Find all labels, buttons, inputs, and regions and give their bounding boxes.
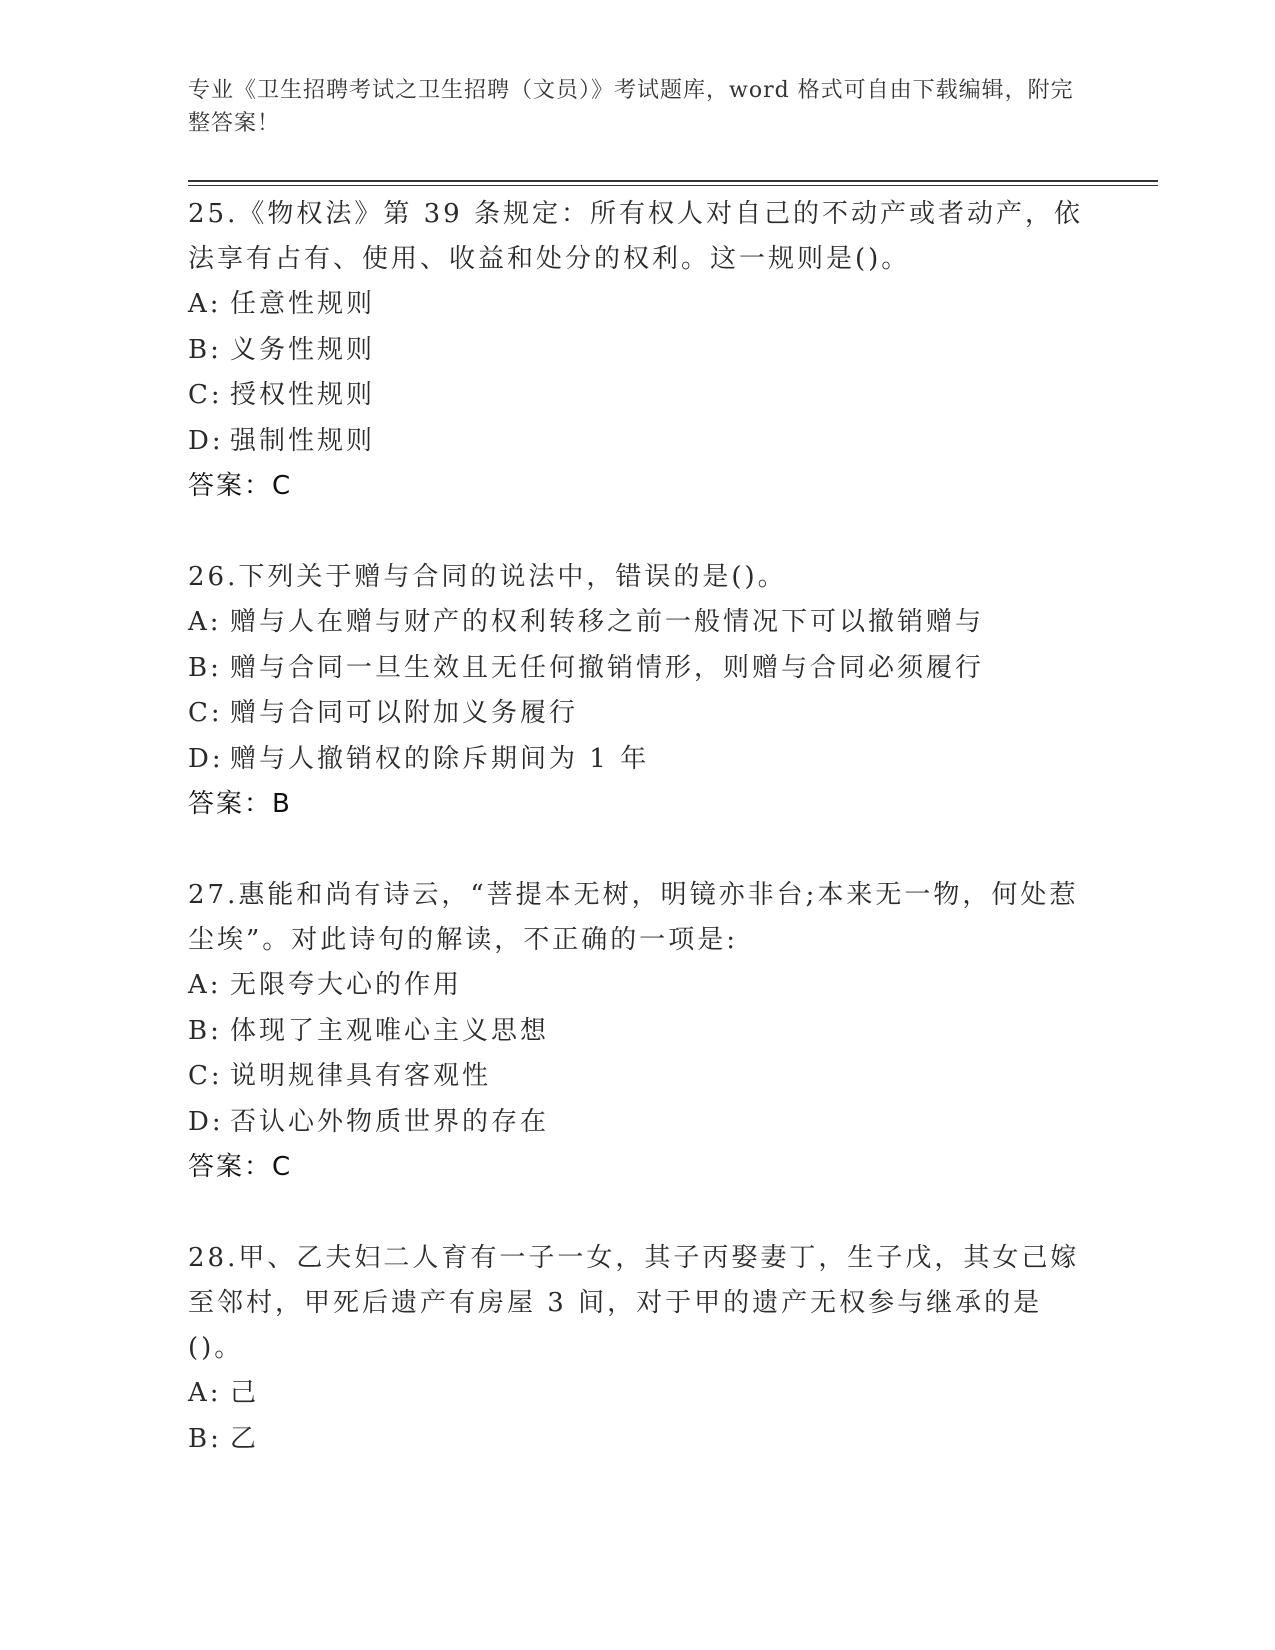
option-text: 赠与合同可以附加义务履行 <box>230 698 579 728</box>
document-intro: 专业《卫生招聘考试之卫生招聘（文员）》考试题库，word 格式可自由下载编辑，附完整答案！ <box>188 78 1074 136</box>
option-text: 义务性规则 <box>230 334 376 365</box>
question-list <box>188 192 1088 1508</box>
option-letter: A: <box>188 1378 222 1408</box>
question-26 <box>188 555 1088 827</box>
answer-line: 答案：C <box>188 1152 293 1182</box>
option-letter: A: <box>188 607 222 637</box>
question-stem: 25.《物权法》第 39 条规定：所有权人对自己的不动产或者动产，依法享有占有、使用、收益和处分的权利。这一规则是()。 <box>188 199 1083 274</box>
option-letter: B: <box>188 1015 222 1046</box>
header-divider <box>188 180 1158 182</box>
option-c <box>188 1054 1088 1100</box>
option-letter: C: <box>188 380 223 410</box>
option-a <box>188 282 1088 328</box>
question-stem: 27.惠能和尚有诗云，“菩提本无树，明镜亦非台;本来无一物，何处惹尘埃”。对此诗句的解读，不正确的一项是: <box>188 880 1079 955</box>
option-letter: A: <box>188 970 222 1000</box>
option-text: 说明规律具有客观性 <box>230 1061 492 1091</box>
option-letter: B: <box>188 334 222 365</box>
option-text: 乙 <box>230 1423 260 1454</box>
option-c <box>188 691 1088 737</box>
option-a <box>188 963 1088 1009</box>
option-c <box>188 373 1088 419</box>
option-text: 己 <box>230 1378 260 1408</box>
option-letter: D: <box>188 1106 224 1137</box>
option-text: 强制性规则 <box>230 425 376 456</box>
question-28 <box>188 1236 1088 1462</box>
option-d <box>188 1100 1088 1146</box>
option-text: 赠与合同一旦生效且无任何撤销情形，则赠与合同必须履行 <box>230 652 985 683</box>
option-letter: B: <box>188 652 222 683</box>
option-letter: A: <box>188 289 222 319</box>
option-text: 体现了主观唯心主义思想 <box>230 1015 550 1046</box>
question-27 <box>188 873 1088 1190</box>
option-b <box>188 328 1088 374</box>
option-a <box>188 600 1088 646</box>
option-b <box>188 646 1088 692</box>
option-letter: C: <box>188 698 223 728</box>
option-d <box>188 737 1088 783</box>
header-divider-thin <box>188 185 1158 186</box>
question-stem: 26.下列关于赠与合同的说法中，错误的是()。 <box>188 562 787 592</box>
question-25 <box>188 192 1088 509</box>
question-stem: 28.甲、乙夫妇二人育有一子一女，其子丙娶妻丁，生子戊，其女己嫁至邻村，甲死后遗产有房屋 3 间，对于甲的遗产无权参与继承的是()。 <box>188 1243 1080 1363</box>
option-text: 无限夸大心的作用 <box>230 970 463 1000</box>
option-letter: B: <box>188 1423 222 1454</box>
option-text: 授权性规则 <box>230 380 376 410</box>
option-letter: C: <box>188 1061 223 1091</box>
option-text: 赠与人撤销权的除斥期间为 1 年 <box>230 743 650 774</box>
answer-line: 答案：C <box>188 471 293 501</box>
option-b <box>188 1009 1088 1055</box>
option-d <box>188 419 1088 465</box>
option-letter: D: <box>188 743 224 774</box>
option-text: 任意性规则 <box>230 289 376 319</box>
option-text: 否认心外物质世界的存在 <box>230 1106 550 1137</box>
answer-line: 答案：B <box>188 789 292 819</box>
option-a <box>188 1371 1088 1417</box>
option-b <box>188 1417 1088 1463</box>
option-text: 赠与人在赠与财产的权利转移之前一般情况下可以撤销赠与 <box>230 607 985 637</box>
option-letter: D: <box>188 425 224 456</box>
